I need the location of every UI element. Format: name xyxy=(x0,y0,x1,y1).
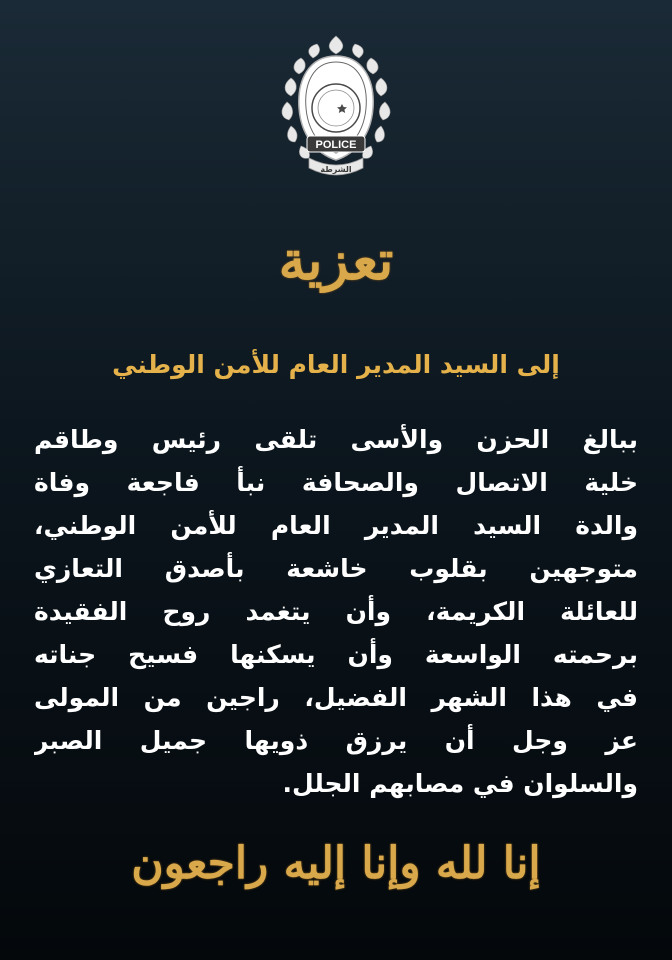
body-line: للعائلة الكريمة، وأن يتغمد روح الفقيدة xyxy=(34,597,638,626)
body-line: ببالغ الحزن والأسى تلقى رئيس وطاقم xyxy=(34,425,638,454)
condolence-title-text: تعزية xyxy=(278,228,394,292)
condolence-title xyxy=(0,228,672,292)
condolence-body xyxy=(34,418,638,805)
closing-verse xyxy=(0,838,672,889)
svg-text:الشرطة: الشرطة xyxy=(320,165,352,174)
body-line: والسلوان في مصابهم الجلل. xyxy=(282,769,638,798)
body-line: خلية الاتصال والصحافة نبأ فاجعة وفاة xyxy=(34,468,638,497)
body-line: عز وجل أن يرزق ذويها جميل الصبر xyxy=(34,726,638,755)
body-line: والدة السيد المدير العام للأمن الوطني، xyxy=(34,511,638,540)
body-line: متوجهين بقلوب خاشعة بأصدق التعازي xyxy=(34,554,638,583)
recipient-line: إلى السيد المدير العام للأمن الوطني xyxy=(112,350,560,379)
svg-text:POLICE: POLICE xyxy=(315,139,357,151)
police-emblem xyxy=(279,32,393,188)
closing-verse-text: إنا لله وإنا إليه راجعون xyxy=(131,838,541,889)
body-line: في هذا الشهر الفضيل، راجين من المولى xyxy=(34,683,638,712)
body-line: برحمته الواسعة وأن يسكنها فسيح جناته xyxy=(34,640,638,669)
